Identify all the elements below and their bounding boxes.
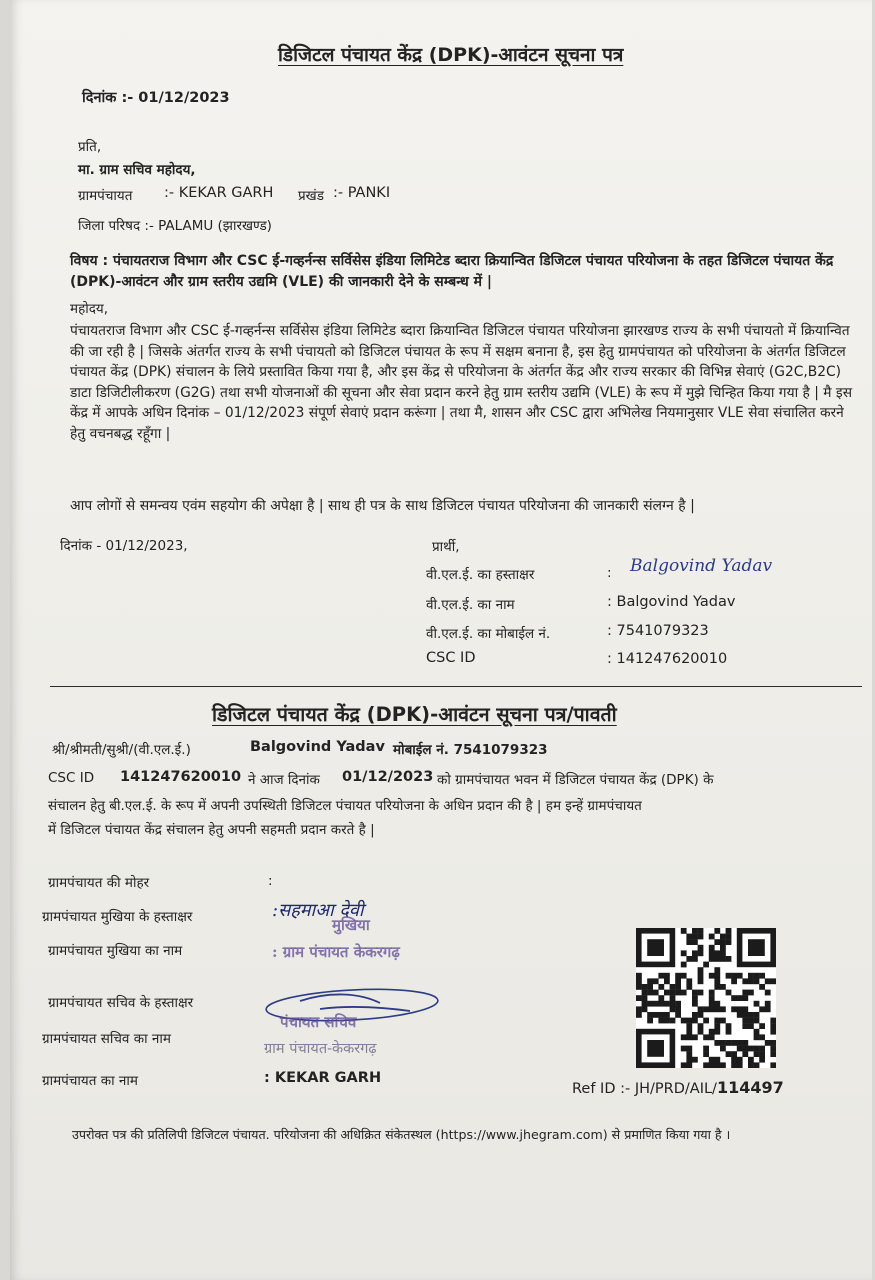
sachiv-stamp: पंचायत सचिव <box>280 1013 357 1031</box>
ref-id-prefix: Ref ID :- JH/PRD/AIL/ <box>572 1081 717 1097</box>
gp-seal-label: ग्रामपंचायत की मोहर <box>48 875 150 891</box>
receipt-csc-id: 141247620010 <box>120 769 242 785</box>
gp-value: :- KEKAR GARH <box>164 185 274 201</box>
qr-code-graphic <box>636 928 776 1068</box>
receipt-line2-a: ने आज दिनांक <box>248 772 320 788</box>
mukhiya-name-label: ग्रामपंचायत मुखिया का नाम <box>48 943 183 959</box>
body-paragraph: पंचायतराज विभाग और CSC ई-गव्हर्नन्स सर्विसेस इंडिया लिमिटेड ब्दारा क्रियान्वित डिजिटल पंचायत परियोजना झारखण्ड राज्य के सभी पंचायतो में क्रियान्वित की जा रही है | जिसके अंतर्गत राज्य के सभी पंचायतो को डिजिटल पंचायत के रूप में सक्षम बनाना है, इस हेतु ग्रामपंचायत को परियोजना के अंतर्गत डिजिटल पंचायत केंद्र (DPK) संचालन के लिये प्रस्तावित किया गया है, और इस केंद्र से परियोजना के अंतर्गत केंद्र और राज्य सरकार की विभिन्न सेवाएं (G2C,B2C) डाटा डिजिटीलीकरण (G2G) तथा सभी योजनाओं की सूचना और सेवा प्रदान करने हेतु ग्राम स्तरीय उद्यमि (VLE) के रूप में मुझे चिन्हित किया गया है | मै इस केंद्र में आपके अधिन दिनांक – 01/12/2023 संपूर्ण सेवाएं प्रदान करूंगा | तथा मै, शासन और CSC द्वारा अभिलेख नियमानुसार VLE सेवा संचालित करने हेतु वचनबद्ध रहूँगा | <box>70 323 853 442</box>
vle-mobile-value: : 7541079323 <box>607 623 709 639</box>
mukhiya-name-value: : ग्राम पंचायत केकरगढ़ <box>272 943 400 961</box>
sachiv-signature-label: ग्रामपंचायत सचिव के हस्ताक्षर <box>48 995 194 1011</box>
receipt-line3: संचालन हेतु बी.एल.ई. के रूप में अपनी उपस्थिती डिजिटल पंचायत परियोजना के अधिन प्रदान की है | हम इन्हें ग्रामपंचायत <box>48 798 642 814</box>
district-line: जिला परिषद :- PALAMU (झारखण्ड) <box>78 218 272 234</box>
gp-name-value: : KEKAR GARH <box>264 1070 382 1086</box>
vle-signature-colon: : <box>607 565 612 581</box>
sachiv-name-value: ग्राम पंचायत-केकरगढ़ <box>264 1041 377 1057</box>
mukhiya-signature-label: ग्रामपंचायत मुखिया के हस्ताक्षर <box>42 909 193 925</box>
receipt-vle-mobile: मोबाईल नं. 7541079323 <box>393 742 548 758</box>
request-paragraph: आप लोगों से समन्वय एवंम सहयोग की अपेक्षा है | साथ ही पत्र के साथ डिजिटल पंचायत परियोजना की जानकारी संलग्न है | <box>70 498 695 514</box>
ref-id <box>572 1078 784 1097</box>
addressee: मा. ग्राम सचिव महोदय, <box>78 162 196 178</box>
divider-line <box>50 686 862 687</box>
csc-id-label: CSC ID <box>426 650 476 666</box>
receipt-line4: में डिजिटल पंचायत केंद्र संचालन हेतु अपनी सहमती प्रदान करते है | <box>48 822 375 838</box>
receipt-vle-name: Balgovind Yadav <box>250 739 385 755</box>
receipt-line2-b: को ग्रामपंचायत भवन में डिजिटल पंचायत केंद्र (DPK) के <box>437 772 714 788</box>
receipt-vle-prefix: श्री/श्रीमती/सुश्री/(वी.एल.ई.) <box>52 742 191 758</box>
document-title: डिजिटल पंचायत केंद्र (DPK)-आवंटन सूचना पत्र <box>278 44 624 66</box>
vle-name-value: : Balgovind Yadav <box>607 594 736 610</box>
sachiv-name-label: ग्रामपंचायत सचिव का नाम <box>42 1031 171 1047</box>
gp-seal-value: : <box>268 873 273 889</box>
sign-date: दिनांक - 01/12/2023, <box>60 538 188 554</box>
salutation: महोदय, <box>70 301 109 317</box>
footer-note: उपरोक्त पत्र की प्रतिलिपी डिजिटल पंचायत. परियोजना की अधिक्रित संकेतस्थल (https://www.jhegram.com) से प्रमाणित किया गया है । <box>72 1127 731 1142</box>
letter-page <box>10 0 872 1280</box>
ref-id-number: 114497 <box>716 1078 784 1097</box>
vle-signature: Balgovind Yadav <box>630 556 773 576</box>
block-label: प्रखंड <box>298 188 324 204</box>
receipt-title: डिजिटल पंचायत केंद्र (DPK)-आवंटन सूचना पत्र/पावती <box>212 703 617 726</box>
gp-name-label: ग्रामपंचायत का नाम <box>42 1073 138 1089</box>
date-line: दिनांक :- 01/12/2023 <box>82 90 230 106</box>
subject: विषय : पंचायतराज विभाग और CSC ई-गव्हर्नन्स सर्विसेस इंडिया लिमिटेड ब्दारा क्रियान्वित डिजिटल पंचायत परियोजना के तहत डिजिटल पंचायत केंद्र (DPK)-आवंटन और ग्राम स्तरीय उद्यमि (VLE) की जानकारी देने के सम्बन्ध में | <box>70 253 834 290</box>
vle-name-label: वी.एल.ई. का नाम <box>426 597 515 613</box>
mukhiya-signature: :सहमाआ देवी <box>272 900 364 921</box>
mukhiya-stamp: मुखिया <box>332 916 370 934</box>
vle-signature-label: वी.एल.ई. का हस्ताक्षर <box>426 567 535 583</box>
vle-mobile-label: वी.एल.ई. का मोबाईल नं. <box>426 626 551 642</box>
to-label: प्रति, <box>78 139 102 155</box>
receipt-date: 01/12/2023 <box>342 769 434 785</box>
qr-code <box>636 928 776 1068</box>
receipt-csc-prefix: CSC ID <box>48 770 95 786</box>
gp-label: ग्रामपंचायत <box>78 188 133 204</box>
applicant-label: प्रार्थी, <box>432 539 460 555</box>
block-value: :- PANKI <box>333 185 391 201</box>
csc-id-value: : 141247620010 <box>607 651 728 667</box>
